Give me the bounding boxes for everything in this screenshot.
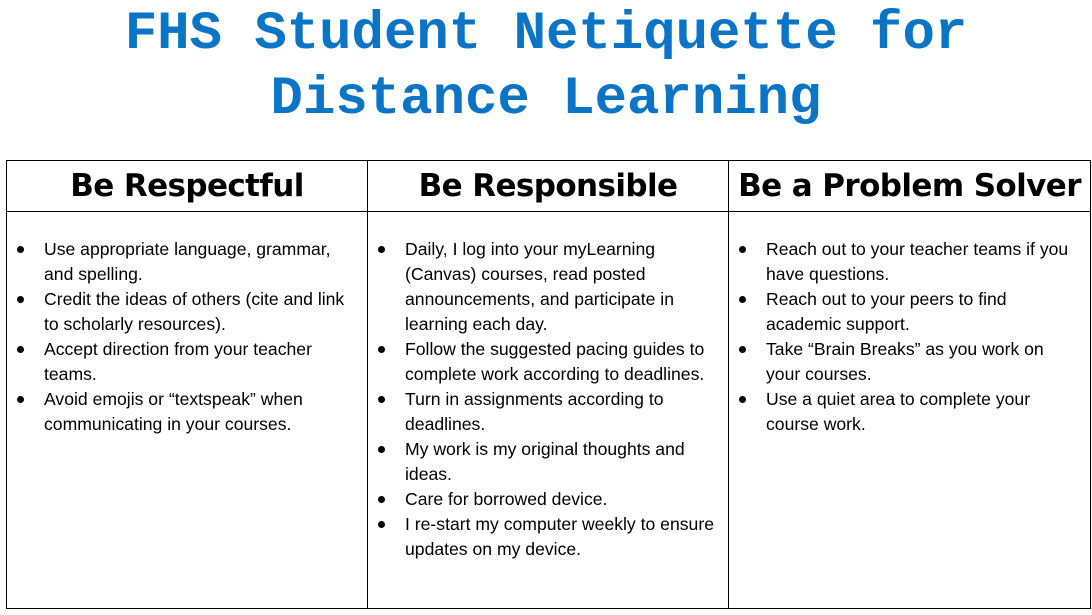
list-item: Reach out to your peers to find academic support. bbox=[737, 287, 1080, 337]
column-heading-problem-solver: Be a Problem Solver bbox=[729, 161, 1091, 212]
list-item: Turn in assignments according to deadlines. bbox=[376, 387, 718, 437]
title-line-2: Distance Learning bbox=[270, 69, 822, 130]
list-item: Care for borrowed device. bbox=[376, 487, 718, 512]
column-problem-solver bbox=[729, 212, 1091, 609]
table-body-row bbox=[7, 212, 1091, 609]
list-item: Take “Brain Breaks” as you work on your courses. bbox=[737, 337, 1080, 387]
column-heading-responsible: Be Responsible bbox=[368, 161, 729, 212]
list-item: Follow the suggested pacing guides to complete work according to deadlines. bbox=[376, 337, 718, 387]
list-item: Avoid emojis or “textspeak” when communicating in your courses. bbox=[15, 387, 357, 437]
column-responsible bbox=[368, 212, 729, 609]
netiquette-table bbox=[6, 160, 1091, 609]
list-item: Accept direction from your teacher teams. bbox=[15, 337, 357, 387]
column-respectful bbox=[7, 212, 368, 609]
list-item: Reach out to your teacher teams if you have questions. bbox=[737, 237, 1080, 287]
list-item: My work is my original thoughts and ideas. bbox=[376, 437, 718, 487]
column-heading-respectful: Be Respectful bbox=[7, 161, 368, 212]
list-item: I re-start my computer weekly to ensure updates on my device. bbox=[376, 512, 718, 562]
list-item: Daily, I log into your myLearning (Canvas) courses, read posted announcements, and participate in learning each day. bbox=[376, 237, 718, 337]
title-line-1: FHS Student Netiquette for bbox=[124, 4, 968, 65]
table-header-row bbox=[7, 161, 1091, 212]
bullet-list-respectful bbox=[7, 237, 367, 437]
bullet-list-problem-solver bbox=[729, 237, 1090, 437]
list-item: Credit the ideas of others (cite and link to scholarly resources). bbox=[15, 287, 357, 337]
list-item: Use a quiet area to complete your course work. bbox=[737, 387, 1080, 437]
page-title bbox=[0, 2, 1092, 132]
bullet-list-responsible bbox=[368, 237, 728, 562]
list-item: Use appropriate language, grammar, and spelling. bbox=[15, 237, 357, 287]
